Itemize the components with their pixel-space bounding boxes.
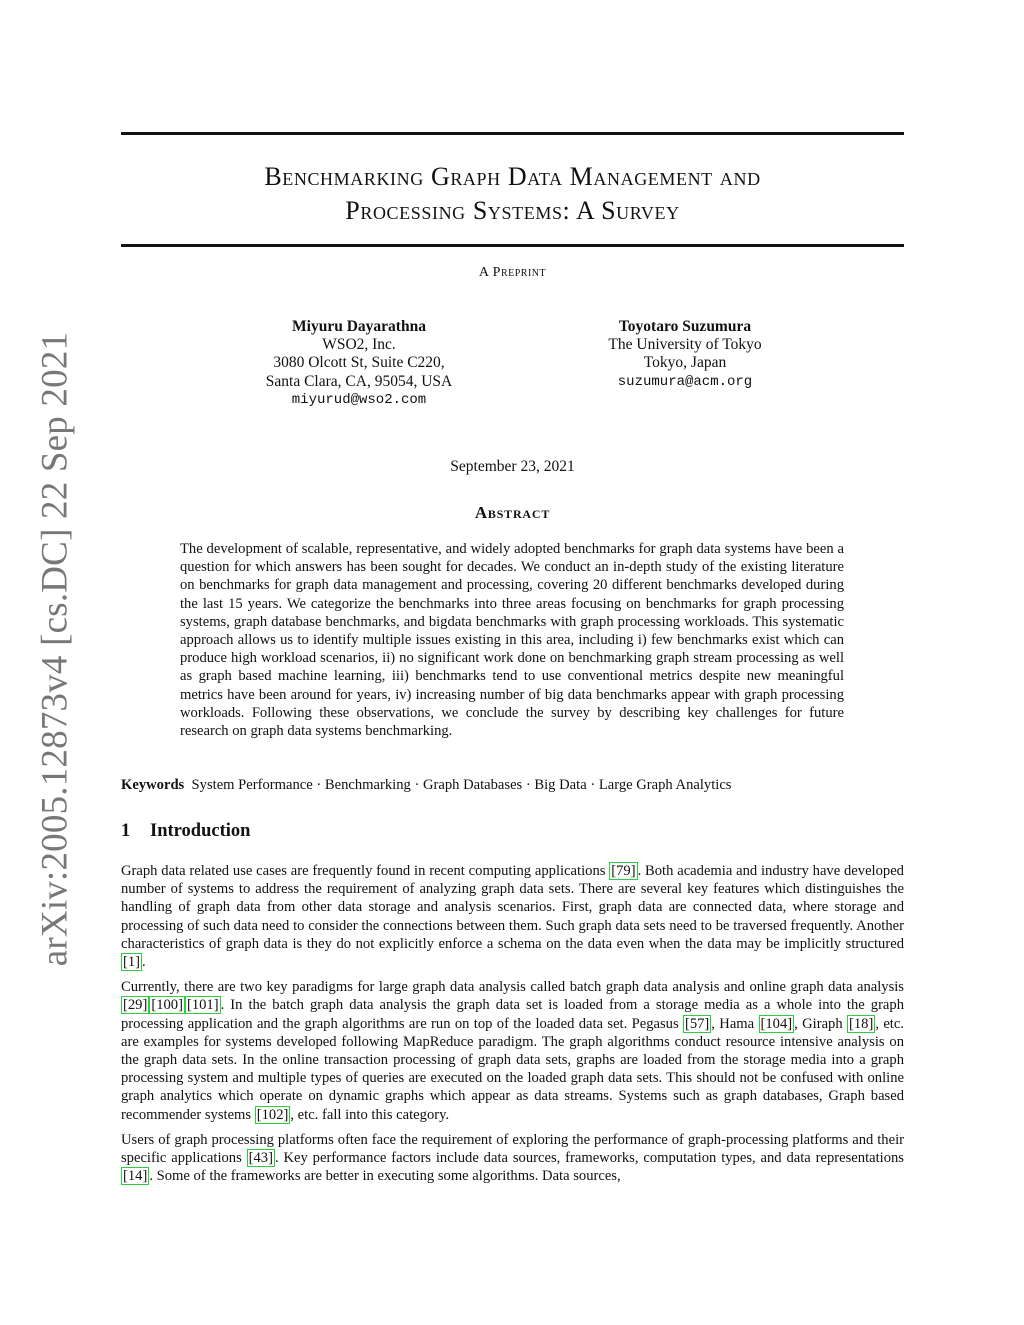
author-affiliation: The University of Tokyo <box>608 336 762 354</box>
author-name: Toyotaro Suzumura <box>618 318 752 335</box>
citation-link[interactable]: [18] <box>849 1015 874 1032</box>
citation-link[interactable]: [104] <box>760 1015 793 1032</box>
author-address: 3080 Olcott St, Suite C220, <box>273 354 445 372</box>
section-heading-introduction <box>121 821 250 842</box>
citation-link[interactable]: [101] <box>186 997 219 1014</box>
paragraph <box>121 862 904 971</box>
author-email-link[interactable]: suzumura@acm.org <box>617 373 753 390</box>
paragraph-text: , Giraph <box>794 1015 847 1032</box>
paragraph-text: . Both academia and industry have developed number of systems to address the requirement of analyzing graph data sets. There are several key features which distinguishes the handling of graph data from other data storage and analysis scenarios. First, graph data are connected data, where storage and processing of such data need to consider the connections between them. Such graph data sets need to be traversed frequently. Another characteristics of graph data is they do not explicitly enforce a schema on the data even when the data may be implicitly structured <box>121 863 904 952</box>
keywords-list: System Performance · Benchmarking · Graph Databases · Big Data · Large Graph Analytics <box>191 777 732 793</box>
author-address: Tokyo, Japan <box>643 354 727 372</box>
paragraph-text: , etc. are examples for systems developed following MapReduce paradigm. The graph algorithms conduct resource intensive analysis on the graph data sets. In the online transaction processing of graph data sets, graphs are loaded from the storage media into a graph processing system and multiple types of queries are executed on the loaded graph data sets. This should not be confused with online graph analytics which operate on dynamic graphs which appear as data streams. Systems such as graph databases, Graph based recommender systems <box>121 1015 904 1123</box>
section-title: Introduction <box>150 821 251 841</box>
author-address: Santa Clara, CA, 95054, USA <box>265 372 453 390</box>
author-block-1 <box>229 318 489 409</box>
author-block-2 <box>555 318 815 391</box>
citation-link[interactable]: [57] <box>684 1015 710 1032</box>
paragraph-text: , etc. fall into this category. <box>290 1106 450 1123</box>
title-top-rule <box>121 132 904 135</box>
author-name: Miyuru Dayarathna <box>292 318 426 335</box>
keywords-label: Keywords <box>121 777 185 793</box>
paper-title <box>121 160 904 228</box>
abstract-heading: Abstract <box>474 503 551 522</box>
author-email-link[interactable]: miyurud@wso2.com <box>291 391 427 408</box>
paragraph-text: , Hama <box>711 1015 759 1032</box>
paragraph-text: . Key performance factors include data sources, frameworks, computation types, and data representations <box>274 1150 904 1167</box>
keywords-line <box>121 776 904 794</box>
preprint-label: A Preprint <box>478 265 547 280</box>
paragraph-text: Users of graph processing platforms often face the requirement of exploring the performance of graph-processing platforms and their specific applications <box>121 1131 904 1167</box>
citation-link[interactable]: [14] <box>123 1168 148 1185</box>
citation-link[interactable]: [102] <box>256 1106 289 1123</box>
paragraph <box>121 1131 904 1186</box>
citation-link[interactable]: [79] <box>611 863 636 879</box>
paragraph-text: Currently, there are two key paradigms for large graph data analysis called batch graph data analysis and online graph data analysis <box>121 979 904 996</box>
arxiv-sidebar-stamp <box>26 331 84 967</box>
paragraph-text: . Some of the frameworks are better in executing some algorithms. Data sources, <box>149 1168 621 1185</box>
title-bottom-rule <box>121 244 904 247</box>
title-line-1: Benchmarking Graph Data Management and <box>264 162 761 191</box>
paragraph-text: . In the batch graph data analysis the graph data set is loaded from a storage media as a whole into the graph processing application and the graph algorithms are run on top of the loaded data set. Pegasus <box>121 997 904 1032</box>
abstract-text: The development of scalable, representative, and widely adopted benchmarks for graph data systems have been a question for which answers has been sought for decades. We conduct an in-depth study of the existing literature on benchmarks for graph data management and processing, covering 20 different benchmarks developed during the last 15 years. We categorize the benchmarks into three areas focusing on benchmarks for graph processing systems, graph database benchmarks, and bigdata benchmarks with graph processing workloads. This systematic approach allows us to identify multiple issues existing in this area, including i) few benchmarks exist which can produce high workload scenarios, ii) no significant work done on benchmarking graph stream processing as well as graph based machine learning, iii) benchmarks tend to use conventional metrics despite new meaningful metrics have been around for years, iv) increasing number of big data benchmarks appear with graph processing workloads. Following these observations, we conclude the survey by describing key challenges for future research on graph data systems benchmarking. <box>180 541 844 740</box>
citation-link[interactable]: [100] <box>151 997 183 1014</box>
title-line-2: Processing Systems: A Survey <box>345 196 680 225</box>
arxiv-id-text: arXiv:2005.12873v4 [cs.DC] 22 Sep 2021 <box>34 331 76 967</box>
citation-link[interactable]: [43] <box>248 1150 273 1167</box>
introduction-body <box>121 862 904 1192</box>
paragraph <box>121 978 904 1124</box>
citation-link[interactable]: [1] <box>123 954 141 971</box>
author-affiliation: WSO2, Inc. <box>322 336 396 354</box>
citation-link[interactable]: [29] <box>123 997 148 1014</box>
paragraph-text: Graph data related use cases are frequently found in recent computing applications <box>121 863 610 879</box>
section-number: 1 <box>121 821 131 841</box>
paragraph-text: . <box>142 954 146 971</box>
publication-date: September 23, 2021 <box>450 458 575 475</box>
